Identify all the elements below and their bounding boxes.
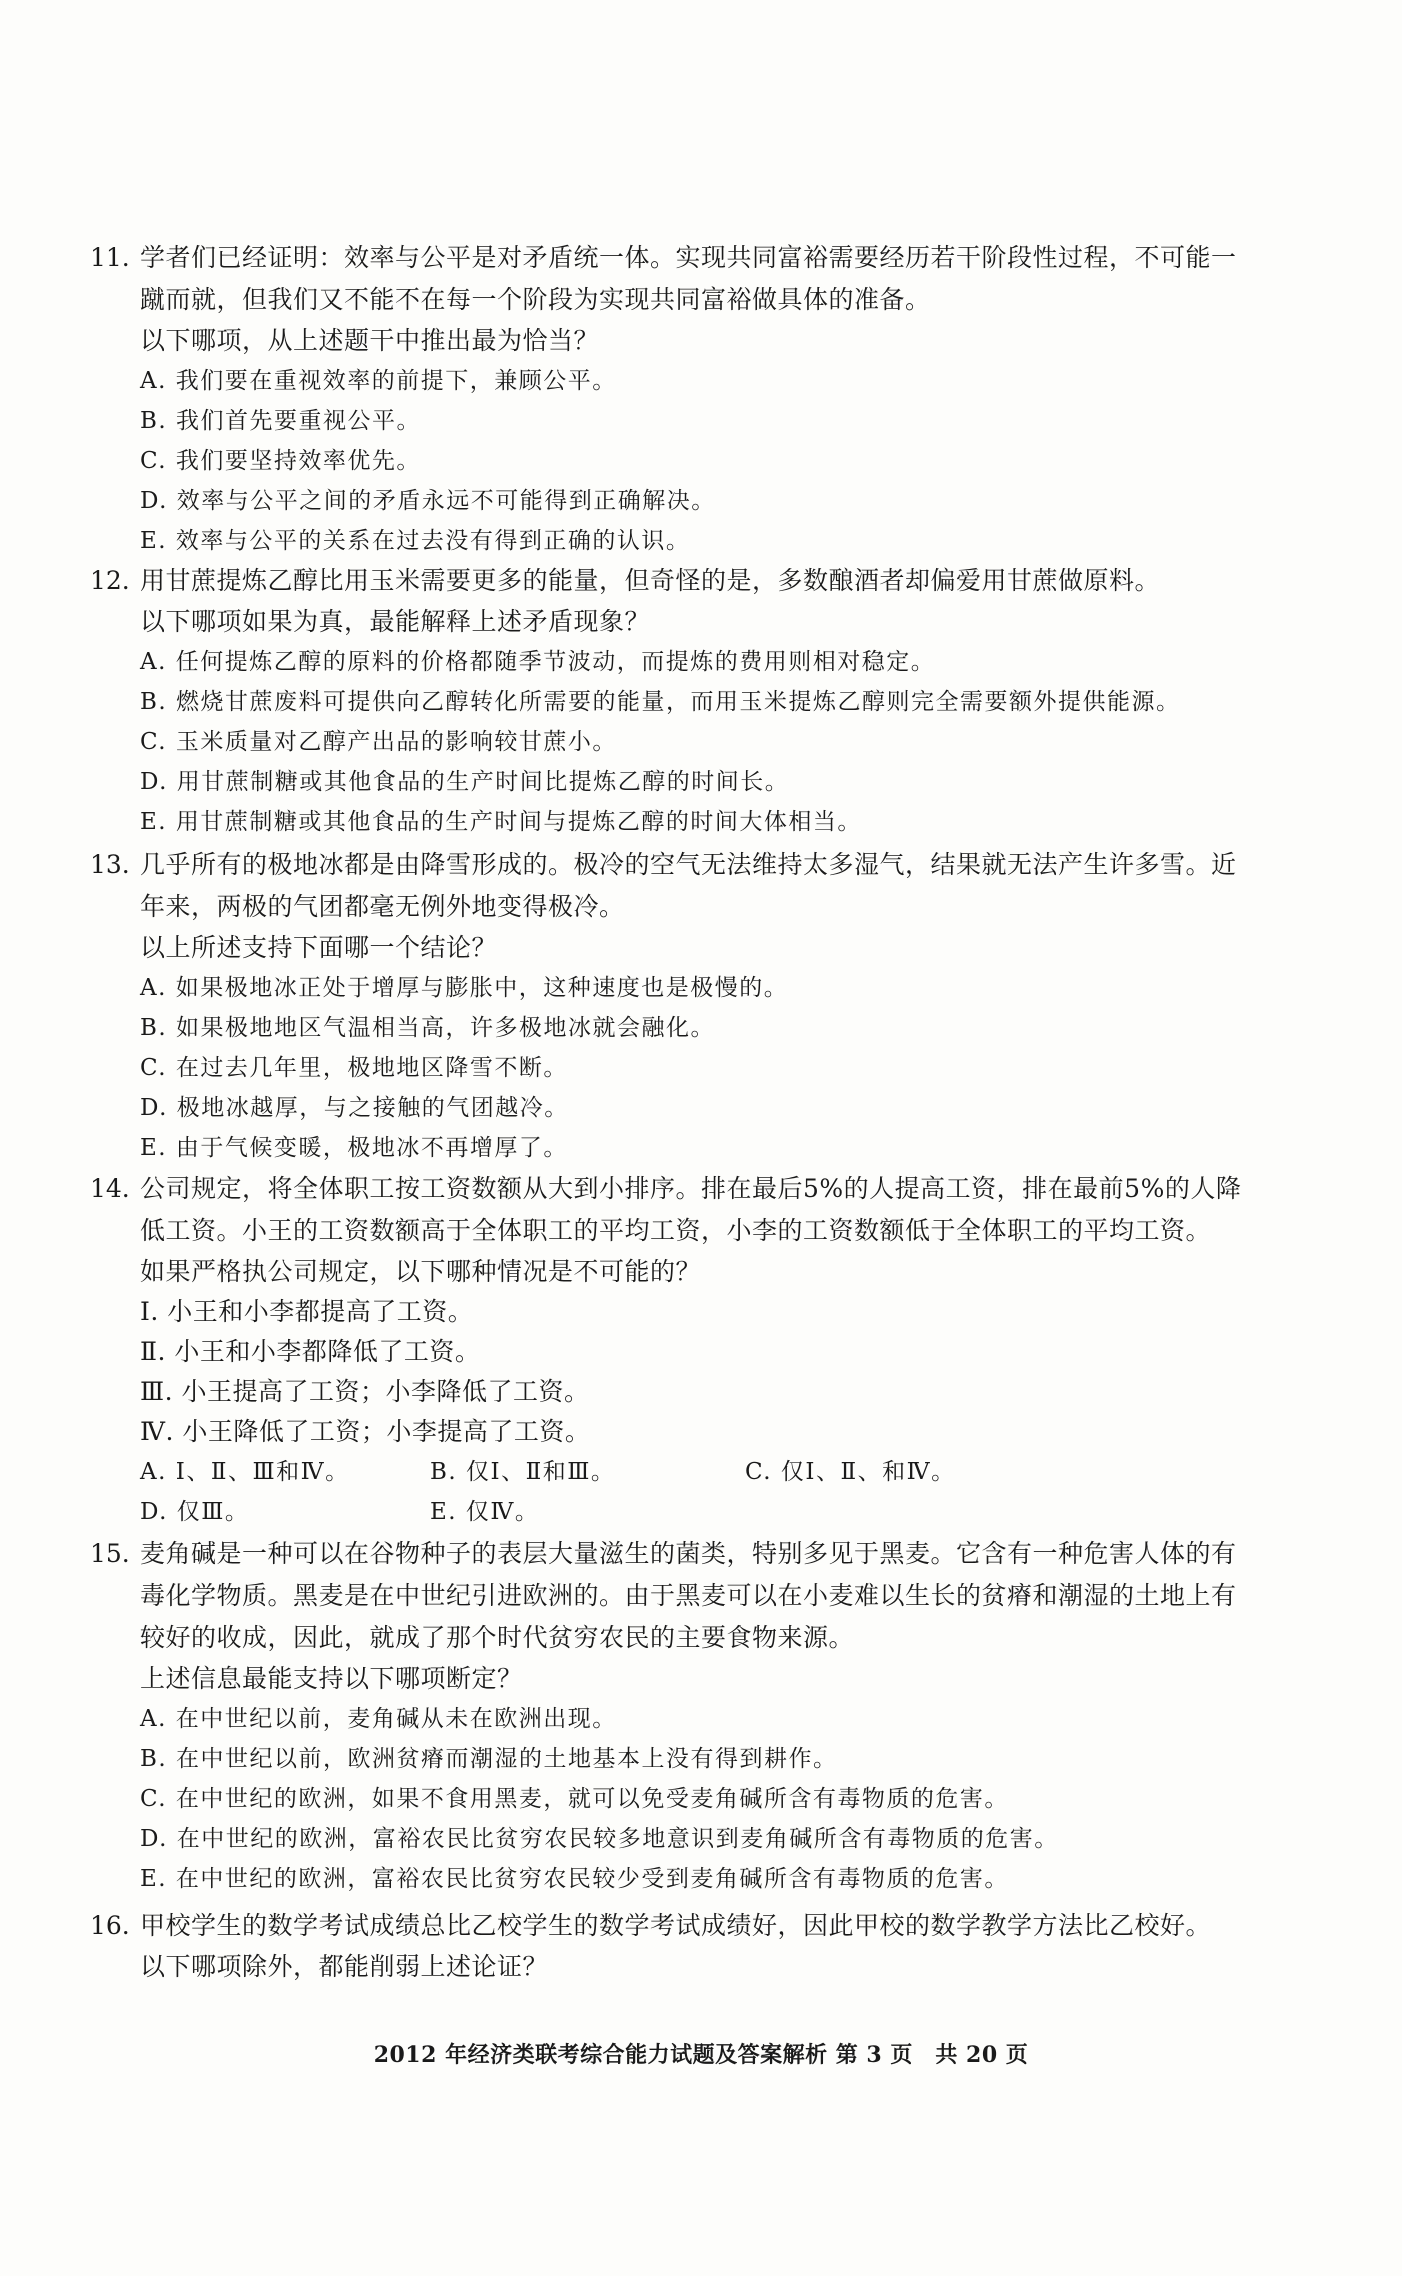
question-stem (90, 1168, 1280, 1210)
page-footer: 2012 年经济类联考综合能力试题及答案解析 第 3 页 共 20 页 (373, 2042, 1029, 2068)
question-prompt: 以下哪项如果为真，最能解释上述矛盾现象？ (140, 607, 651, 636)
option-a: A. 任何提炼乙醇的原料的价格都随季节波动，而提炼的费用则相对稳定。 (140, 649, 936, 675)
stem-line: 公司规定，将全体职工按工资数额从大到小排序。排在最后5%的人提高工资，排在最前5%的人降 (140, 1174, 1242, 1203)
question-prompt: 以下哪项除外，都能削弱上述论证？ (140, 1952, 549, 1981)
option-c: C. 在过去几年里，极地地区降雪不断。 (140, 1055, 568, 1081)
stem-line: 低工资。小王的工资数额高于全体职工的平均工资，小李的工资数额低于全体职工的平均工资。 (140, 1216, 1212, 1245)
option-b: B. 仅Ⅰ、Ⅱ和Ⅲ。 (430, 1459, 616, 1485)
option-b: B. 我们首先要重视公平。 (140, 408, 422, 434)
stem-line: 麦角碱是一种可以在谷物种子的表层大量滋生的菌类，特别多见于黑麦。它含有一种危害人体的有 (140, 1539, 1237, 1568)
question-12 (90, 560, 1280, 842)
question-prompt: 上述信息最能支持以下哪项断定？ (140, 1664, 523, 1693)
question-number: 11. (90, 243, 130, 272)
options-row (90, 1452, 1280, 1492)
stem-line: 年来，两极的气团都毫无例外地变得极冷。 (140, 892, 625, 921)
stem-line: 学者们已经证明：效率与公平是对矛盾统一体。实现共同富裕需要经历若干阶段性过程，不可能一 (140, 243, 1237, 272)
option-d: D. 效率与公平之间的矛盾永远不可能得到正确解决。 (140, 488, 716, 514)
option-a: A. 我们要在重视效率的前提下，兼顾公平。 (140, 368, 617, 394)
question-number: 13. (90, 850, 130, 879)
option-c: C. 玉米质量对乙醇产出品的影响较甘蔗小。 (140, 729, 617, 755)
question-stem (90, 1533, 1280, 1575)
question-stem (90, 844, 1280, 886)
options-row (90, 1492, 1280, 1532)
question-number: 16. (90, 1911, 130, 1940)
option-c: C. 我们要坚持效率优先。 (140, 448, 421, 474)
option-b: B. 如果极地地区气温相当高，许多极地冰就会融化。 (140, 1015, 716, 1041)
option-d: D. 极地冰越厚，与之接触的气团越冷。 (140, 1095, 569, 1121)
stem-line: 较好的收成，因此，就成了那个时代贫穷农民的主要食物来源。 (140, 1623, 855, 1652)
option-c: C. 在中世纪的欧洲，如果不食用黑麦，就可以免受麦角碱所含有毒物质的危害。 (140, 1786, 1009, 1812)
stem-line: 用甘蔗提炼乙醇比用玉米需要更多的能量，但奇怪的是，多数酿酒者却偏爱用甘蔗做原料。 (140, 566, 1161, 595)
question-stem (90, 237, 1280, 279)
option-e: E. 由于气候变暖，极地冰不再增厚了。 (140, 1135, 568, 1161)
statement-2: Ⅱ. 小王和小李都降低了工资。 (140, 1337, 481, 1366)
question-11 (90, 237, 1280, 561)
option-e: E. 用甘蔗制糖或其他食品的生产时间与提炼乙醇的时间大体相当。 (140, 809, 862, 835)
question-number: 15. (90, 1539, 130, 1568)
option-e: E. 效率与公平的关系在过去没有得到正确的认识。 (140, 528, 691, 554)
option-d: D. 用甘蔗制糖或其他食品的生产时间比提炼乙醇的时间长。 (140, 769, 790, 795)
stem-line: 蹴而就，但我们又不能不在每一个阶段为实现共同富裕做具体的准备。 (140, 285, 931, 314)
option-b: B. 在中世纪以前，欧洲贫瘠而潮湿的土地基本上没有得到耕作。 (140, 1746, 838, 1772)
question-13 (90, 844, 1280, 1168)
question-stem (90, 1905, 1280, 1947)
stem-line: 毒化学物质。黑麦是在中世纪引进欧洲的。由于黑麦可以在小麦难以生长的贫瘠和潮湿的土地上有 (140, 1581, 1237, 1610)
statement-3: Ⅲ. 小王提高了工资；小李降低了工资。 (140, 1377, 590, 1406)
question-prompt: 以上所述支持下面哪一个结论？ (140, 933, 498, 962)
option-d: D. 仅Ⅲ。 (140, 1499, 250, 1525)
question-prompt: 如果严格执公司规定，以下哪种情况是不可能的？ (140, 1257, 702, 1286)
option-e: E. 在中世纪的欧洲，富裕农民比贫穷农民较少受到麦角碱所含有毒物质的危害。 (140, 1866, 1009, 1892)
question-stem (90, 560, 1280, 602)
option-c: C. 仅Ⅰ、Ⅱ、和Ⅳ。 (745, 1459, 956, 1485)
option-a: A. 在中世纪以前，麦角碱从未在欧洲出现。 (140, 1706, 617, 1732)
question-14 (90, 1168, 1280, 1532)
option-d: D. 在中世纪的欧洲，富裕农民比贫穷农民较多地意识到麦角碱所含有毒物质的危害。 (140, 1826, 1059, 1852)
question-number: 14. (90, 1174, 130, 1203)
stem-line: 几乎所有的极地冰都是由降雪形成的。极冷的空气无法维持太多湿气，结果就无法产生许多雪。近 (140, 850, 1237, 879)
statement-1: Ⅰ. 小王和小李都提高了工资。 (140, 1297, 474, 1326)
question-prompt: 以下哪项，从上述题干中推出最为恰当？ (140, 326, 600, 355)
option-a: A. Ⅰ、Ⅱ、Ⅲ和Ⅳ。 (140, 1459, 350, 1485)
question-15 (90, 1533, 1280, 1899)
option-b: B. 燃烧甘蔗废料可提供向乙醇转化所需要的能量，而用玉米提炼乙醇则完全需要额外提供能源。 (140, 689, 1181, 715)
option-e: E. 仅Ⅳ。 (430, 1499, 540, 1525)
option-a: A. 如果极地冰正处于增厚与膨胀中，这种速度也是极慢的。 (140, 975, 789, 1001)
statement-4: Ⅳ. 小王降低了工资；小李提高了工资。 (140, 1417, 591, 1446)
stem-line: 甲校学生的数学考试成绩总比乙校学生的数学考试成绩好，因此甲校的数学教学方法比乙校好。 (140, 1911, 1212, 1940)
question-number: 12. (90, 566, 130, 595)
question-16 (90, 1905, 1280, 1987)
